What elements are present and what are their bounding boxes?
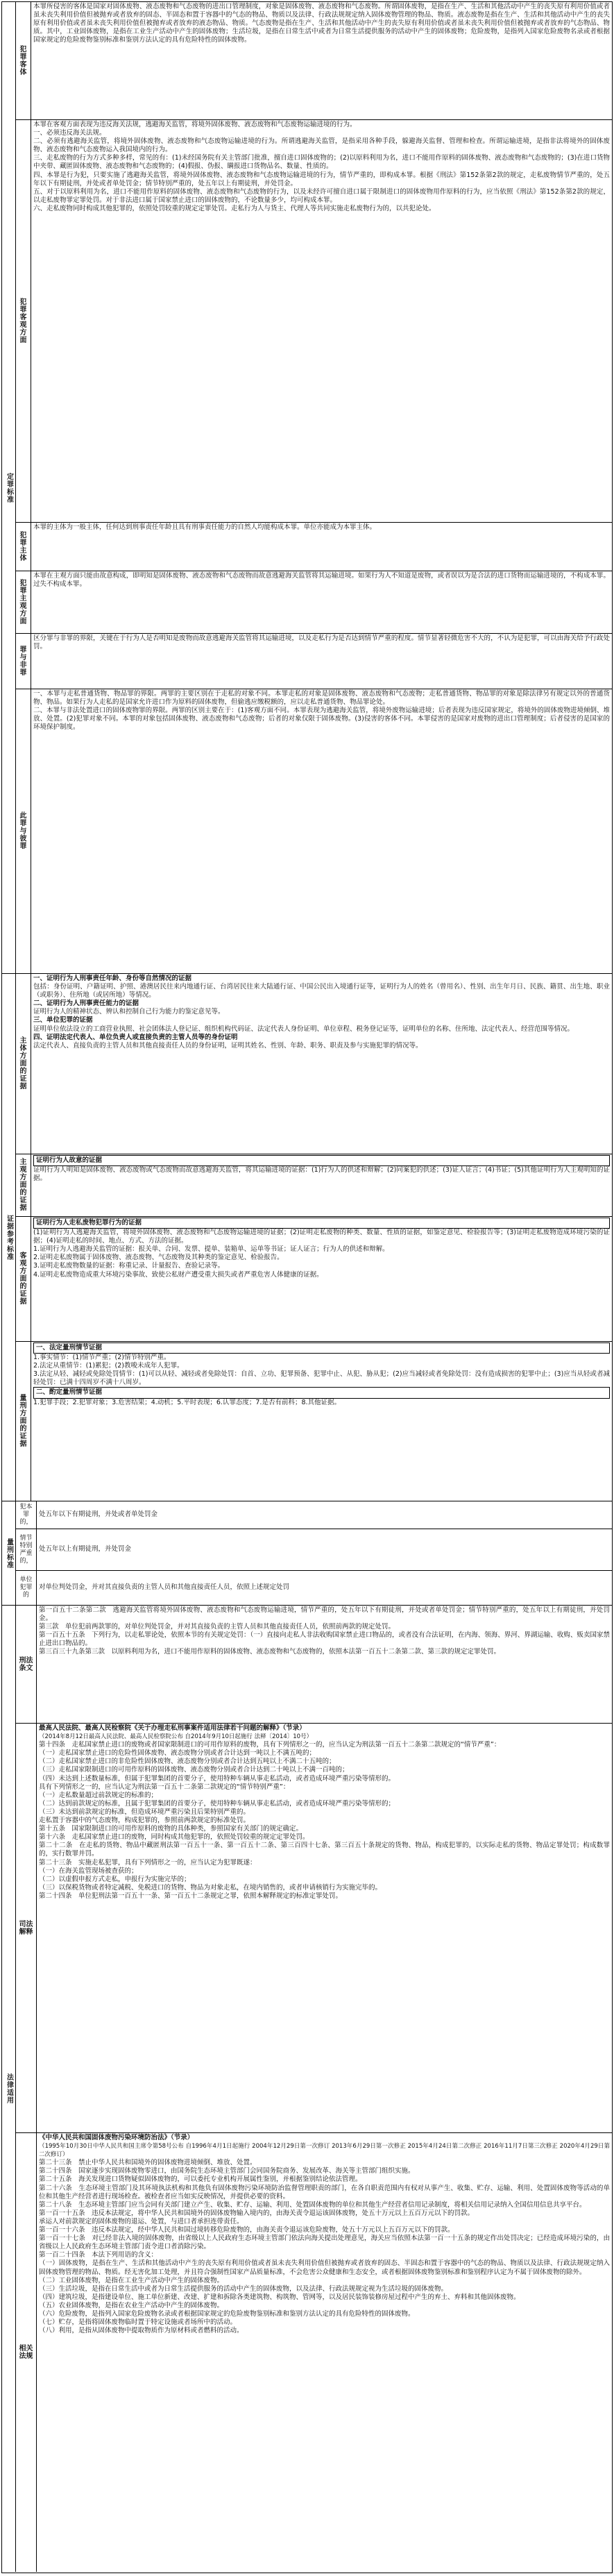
- row-label: 量刑方面的证据: [16, 1342, 31, 1501]
- row-label: 主观方面的证据: [16, 1154, 31, 1216]
- section-label: 法律适用: [2, 1606, 16, 2572]
- row-label: 犯罪主观方面: [16, 571, 31, 633]
- section-law: [2, 1606, 612, 2572]
- row-label: 客观方面的证据: [16, 1217, 31, 1341]
- row-label: 犯本罪的，: [16, 1501, 37, 1529]
- document-page: [1, 1, 613, 2573]
- section-label: 定罪标准: [2, 2, 16, 973]
- row-label: 犯罪客体: [16, 2, 31, 119]
- subject-evidence-text: 一、证明行为人刑事责任年龄、身份等自然情况的证据 包括：身份证明、户籍证明、护照、港澳居民往来内地通行证、台湾居民往来大陆通行证、中国公民出入境通行证等，证明行为人的姓名（曾用名）、性别、出生年月日、民族、籍贯、出生地、职业（或职务）、住所地（或居所地）等情况。 二、证明行为人刑事责任能力的证据 证明行为人的精神状态、辨认和控制自己行为能力的鉴定意见等。 三、单位犯罪的证据 证明单位依法设立的工商营业执照、社会团体法人登记证、组织机构代码证、法定代表人身份证明、单位章程、税务登记证等，证明单位的名称、住所地、法定代表人、经营范围等情况。 四、证明法定代表人、单位负责人或直接负责的主管人员等的身份证明 法定代表人、直接负责的主管人员和其他直接责任人员的身份证明，证明其姓名、性别、年龄、职务、职责及参与实施犯罪的情况等。: [33, 975, 610, 1050]
- row-label: 主体方面的证据: [16, 974, 31, 1154]
- row-label: 单位犯罪的: [16, 1571, 37, 1605]
- related-regulations-text: 《中华人民共和国固体废物污染环境防治法》（节录） （1995年10月30日中华人民共和国主席令第58号公布 自1996年4月1日起施行 2004年12月29日第一次修订 2013年6月29日第一次修正 2015年4月24日第二次修正 2016年11月7日第三次修正 2020年4月29日第二次修订） 第二十三条 禁止中华人民共和国境外的固体废物进境倾倒、堆放、处置。 第二十四条 国家逐步实现固体废物零进口，由国务院生态环境主管部门会同国务院商务、发展改革、海关等主管部门组织实施。 第二十五条 海关发现进口货物疑似固体废物的，可以委托专业机构开展属性鉴别，并根据鉴别结论依法管理。 第二十六条 生态环境主管部门及其环境执法机构和其他负有固体废物污染环境防治监督管理职责的部门，在各自职责范围内有权对从事产生、收集、贮存、运输、利用、处置固体废物等活动的单位和其他生产经营者进行现场检查。被检查者应当如实反映情况，并提供必要的资料。 第二十八条 生态环境主管部门应当会同有关部门建立产生、收集、贮存、运输、利用、处置固体废物的单位和其他生产经营者信用记录制度，将相关信用记录纳入全国信用信息共享平台。 第一百一十五条 违反本法规定，将中华人民共和国境外的固体废物输入境内的，由海关责令退运该固体废物，处五十万元以上五百万元以下的罚款。 承运人对前款规定的固体废物的退运、处置，与进口者承担连带责任。 第一百一十六条 违反本法规定，经中华人民共和国过境转移危险废物的，由海关责令退运该危险废物，处五十万元以上五百万元以下的罚款。 第一百一十七条 对已经非法入境的固体废物，由省级以上人民政府生态环境主管部门依法向海关提出处理意见，海关应当依照本法第一百一十五条的规定作出处罚决定；已经造成环境污染的，由省级以上人民政府生态环境主管部门责令进口者消除污染。 第一百二十四条 本法下列用语的含义： （一）固体废物，是指在生产、生活和其他活动中产生的丧失原有利用价值或者虽未丧失利用价值但被抛弃或者放弃的固态、半固态和置于容器中的气态的物品、物质以及法律、行政法规规定纳入固体废物管理的物品、物质。经无害化加工处理，并且符合强制性国家产品质量标准，不会危害公众健康和生态安全，或者根据固体废物鉴别标准和鉴别程序认定为不属于固体废物的除外。 （二）工业固体废物，是指在工业生产活动中产生的固体废物。 （三）生活垃圾，是指在日常生活中或者为日常生活提供服务的活动中产生的固体废物，以及法律、行政法规规定视为生活垃圾的固体废物。 （四）建筑垃圾，是指建设单位、施工单位新建、改建、扩建和拆除各类建筑物、构筑物、管网等，以及居民装饰装修房屋过程中产生的弃土、弃料和其他固体废物。 （五）农业固体废物，是指在农业生产活动中产生的固体废物。 （六）危险废物，是指列入国家危险废物名录或者根据国家规定的危险废物鉴别标准和鉴别方法认定的具有危险特性的固体废物。 （七）贮存，是指将固体废物临时置于特定设施或者场所中的活动。 （八）利用，是指从固体废物中提取物质作为原材料或者燃料的活动。: [39, 2134, 610, 2335]
- object-text: 本罪所侵害的客体是国家对固体废物、液态废物和气态废物的进出口管理制度，对象是固体废物、液态废物和气态废物。所谓固体废物，是指在生产、生活和其他活动中产生的丧失原有利用价值或者虽未丧失利用价值但被抛弃或者放弃的固态、半固态和置于容器中的气态的物品、物质以及法律、行政法规规定纳入固体废物管理的物品、物质。液态废物是指在生产、生活和其他活动中产生的丧失原有利用价值或者虽未丧失利用价值但被抛弃或者放弃的液态物品、物质。气态废物是指在生产、生活和其他活动中产生的丧失原有利用价值或者虽未丧失利用价值但被抛弃或者放弃的气态物品、物质。其中，工业固体废物，是指在工业生产活动中产生的固体废物；生活垃圾，是指在日常生活中或者为日常生活提供服务的活动中产生的固体废物；危险废物，是指列入国家危险废物名录或者根据国家规定的危险废物鉴别标准和鉴别方法认定的具有危险特性的固体废物。: [33, 3, 610, 44]
- objective-text: 本罪在客观方面表现为违反海关法规，逃避海关监管，将境外固体废物、液态废物和气态废物运输进境的行为。 一、必须违反海关法规。 二、必须有逃避海关监管，将境外固体废物、液态废物和气态废物运输进境的行为。所谓逃避海关监管，是指采用各种手段，躲避海关监督、管理和检查。所谓运输进境，是指非法将境外的固体废物、液态废物和气态废物运入我国境内的行为。 三、走私废物的行为方式多种多样，常见的有：(1)未经国务院有关主管部门批准，擅自进口固体废物的；(2)以原料利用为名，进口不能用作原料的固体废物、液态废物和气态废物的；(3)在进口货物中夹带、藏匿固体废物、液态废物和气态废物的；(4)假报、伪报、瞒报进口货物品名、数量、性质的。 四、本罪是行为犯，只要实施了逃避海关监管，将境外固体废物、液态废物和气态废物运输进境的行为，情节严重的，即构成本罪。根据《刑法》第152条第2款的规定，走私废物情节严重的，处五年以下有期徒刑，并处或者单处罚金；情节特别严重的，处五年以上有期徒刑，并处罚金。 五、对于以原料利用为名，进口不能用作原料的固体废物、液态废物和气态废物的行为，以及未经许可擅自进口属于限制进口的固体废物用作原料的行为，应当依照《刑法》第152条第2款的规定，以走私废物罪定罪处罚。对于非法进口属于国家禁止进口的固体废物的，不论数量多少，均可构成本罪。 六、走私废物同时构成其他犯罪的，依照处罚较重的规定定罪处罚。走私行为人与货主、代理人等共同实施走私废物行为的，以共犯论处。: [33, 121, 610, 212]
- row-label: 此罪与彼罪: [16, 689, 31, 973]
- sentence-text: 处五年以下有期徒刑，并处或者单处罚金: [39, 1510, 158, 1519]
- subjective-text: 本罪在主观方面只能由故意构成，即明知是固体废物、液态废物和气态废物而故意逃避海关监管将其运输进境。如果行为人不知道是废物，或者误以为是合法的进口货物而运输进境的，不构成本罪。过失不构成本罪。: [33, 572, 610, 589]
- section-label: 证据参考标准: [2, 974, 16, 1501]
- sentence-text: 对单位判处罚金，并对其直接负责的主管人员和其他直接责任人员，依照上述规定处罚: [39, 1583, 290, 1592]
- section-evidence: [2, 974, 612, 1501]
- section-label: 量刑标准: [2, 1501, 16, 1605]
- judicial-interpretation-text: 最高人民法院、最高人民检察院《关于办理走私刑事案件适用法律若干问题的解释》（节录） （2014年8月12日最高人民法院、最高人民检察院公布 自2014年9月10日起施行 法释〔2014〕10号） 第十四条 走私国家禁止进口的废物或者国家限制进口的可用作原料的废物，具有下列情形之一的，应当认定为刑法第一百五十二条第二款规定的“情节严重”： （一）走私国家禁止进口的危险性固体废物、液态废物分别或者合计达到一吨以上不满五吨的； （二）走私国家禁止进口的非危险性固体废物、液态废物分别或者合计达到五吨以上不满二十五吨的； （三）走私国家限制进口的可用作原料的固体废物、液态废物分别或者合计达到二十吨以上不满一百吨的； （四）未达到上述数量标准，但属于犯罪集团的首要分子，使用特种车辆从事走私活动，或者造成环境严重污染等情形的。 具有下列情形之一的，应当认定为刑法第一百五十二条第二款规定的“情节特别严重”： （一）走私数量超过前款规定的标准的； （二）达到前款规定的标准，且属于犯罪集团的首要分子，使用特种车辆从事走私活动，或者造成环境严重污染等情形的； （三）未达到前款规定的标准，但造成环境严重污染且后果特别严重的。 走私置于容器中的气态废物，构成犯罪的，参照前两款规定的标准处罚。 第十五条 国家限制进口的可用作原料的废物的具体种类，参照国家有关部门的规定确定。 第十六条 走私国家禁止进口的废物，同时构成其他犯罪的，依照处罚较重的规定定罪处罚。 第二十二条 在走私的货物、物品中藏匿刑法第一百五十一条、第一百五十二条、第三百四十七条、第三百五十条规定的货物、物品，构成犯罪的，以实际走私的货物、物品定罪处罚；构成数罪的，实行数罪并罚。 第二十三条 实施走私犯罪，具有下列情形之一的，应当认定为犯罪既遂： （一）在海关监管现场被查获的； （二）以虚假申报方式走私，申报行为实施完毕的； （三）以保税货物或者特定减税、免税进口的货物、物品为对象走私，在境内销售的，或者申请核销行为实施完毕的。 第二十四条 单位犯刑法第一百五十一条、第一百五十二条规定之罪，依照本解释规定的标准定罪处罚。: [39, 1724, 610, 1900]
- row-label: 司法解释: [16, 1724, 37, 2132]
- sentencing-evidence-text: 一、法定量刑情节证据 1.事实情节：(1)情节严重；(2)情节特别严重。 2.法定从重情节：(1)累犯；(2)教唆未成年人犯罪。 3.法定从轻、减轻或免除处罚情节：(1)可以从轻、减轻或者免除处罚：自首、立功、犯罪预备、犯罪中止、从犯、胁从犯；(2)应当减轻或者免除处罚：没有造成损害的犯罪中止；(3)应当从轻或者减轻处罚：已满十四周岁不满十八周岁。 二、酌定量刑情节证据 1.犯罪手段；2.犯罪对象；3.危害结果；4.动机；5.平时表现；6.认罪态度；7.是否有前科；8.其他证据。: [33, 1344, 610, 1406]
- subject-text: 本罪的主体为一般主体，任何达到刑事责任年龄且具有刑事责任能力的自然人均能构成本罪。单位亦能成为本罪主体。: [33, 523, 377, 531]
- criminal-law-text: 第一百五十二条第二款 逃避海关监管将境外固体废物、液态废物和气态废物运输进境，情节严重的，处五年以下有期徒刑，并处或者单处罚金；情节特别严重的，处五年以上有期徒刑，并处罚金。 第三款 单位犯前两款罪的，对单位判处罚金，并对其直接负责的主管人员和其他直接责任人员，依照前两款的规定处罚。 第一百五十五条 下列行为，以走私罪论处，依照本节的有关规定处罚：（一）直接向走私人非法收购国家禁止进口物品的，或者没有合法证明，在内海、领海、界河、界湖运输、收购、贩卖国家禁止进出口物品的。 第三百三十九条第三款 以原料利用为名，进口不能用作原料的固体废物、液态废物和气态废物的，依照本法第一百五十二条第二款、第三款的规定定罪处罚。: [39, 1606, 610, 1656]
- subjective-evidence-text: 证明行为人故意的证据 证明行为人明知是固体废物、液态废物或气态废物而故意逃避海关监管，将其运输进境的证据：(1)行为人的供述和辩解；(2)同案犯的供述；(3)证人证言；(4)书证；(5)其他证明行为人主观明知的证据。: [33, 1156, 610, 1183]
- row-label: 犯罪主体: [16, 523, 31, 571]
- distinction-text: 一、本罪与走私普通货物、物品罪的界限。两罪的主要区别在于走私的对象不同。本罪走私的对象是固体废物、液态废物和气态废物；走私普通货物、物品罪的对象是除法律另有规定以外的普通货物、物品。如果行为人走私的是国家允许进口作为原料的固体废物，但偷逃应缴税额的，应以走私普通货物、物品罪论处。 二、本罪与非法处置进口的固体废物罪的界限。两罪的区别主要在于：(1)客观方面不同。本罪表现为逃避海关监管，将境外废物运输进境；后者表现为违反国家规定，将境外的固体废物进境倾倒、堆放、处置。(2)犯罪对象不同。本罪的对象包括固体废物、液态废物和气态废物；后者的对象仅限于固体废物。(3)侵害的客体不同。本罪侵害的是国家对废物的进出口管理制度；后者侵害的是国家的环境保护制度。: [33, 690, 610, 732]
- boundary-text: 区分罪与非罪的界限，关键在于行为人是否明知是废物而故意逃避海关监管将其运输进境，以及走私行为是否达到情节严重的程度。情节显著轻微危害不大的，不认为是犯罪，可以由海关给予行政处罚。: [33, 634, 610, 651]
- row-label: 刑法条文: [16, 1606, 37, 1723]
- row-label: 犯罪客观方面: [16, 120, 31, 522]
- sentence-text: 处五年以上有期徒刑，并处罚金: [39, 1545, 132, 1554]
- objective-evidence-text: 证明行为人走私废物犯罪行为的证据 (1)证明行为人逃避海关监管，将境外固体废物、液态废物和气态废物运输进境的证据；(2)证明走私废物的种类、数量、性质的证据，如鉴定意见、检验报告等；(3)证明走私废物造成环境污染的证据；(4)证明走私的时间、地点、方式、方法的证据。 1.证明行为人逃避海关监管的证据：报关单、合同、发票、提单、装箱单、运单等书证；证人证言；行为人的供述和辩解。 2.证明走私废物属于固体废物、液态废物、气态废物及其种类的鉴定意见、检验报告。 3.证明走私废物数量的证据：称重记录、计量报告、查验记录等。 4.证明走私废物造成重大环境污染事故、致使公私财产遭受重大损失或者严重危害人体健康的证据。: [33, 1219, 610, 1279]
- section-sentencing: [2, 1501, 612, 1606]
- row-label: 情节特别严重的，: [16, 1529, 37, 1570]
- row-label: 相关法规: [16, 2133, 37, 2572]
- row-label: 罪与非罪: [16, 634, 31, 689]
- section-conviction: [2, 2, 612, 974]
